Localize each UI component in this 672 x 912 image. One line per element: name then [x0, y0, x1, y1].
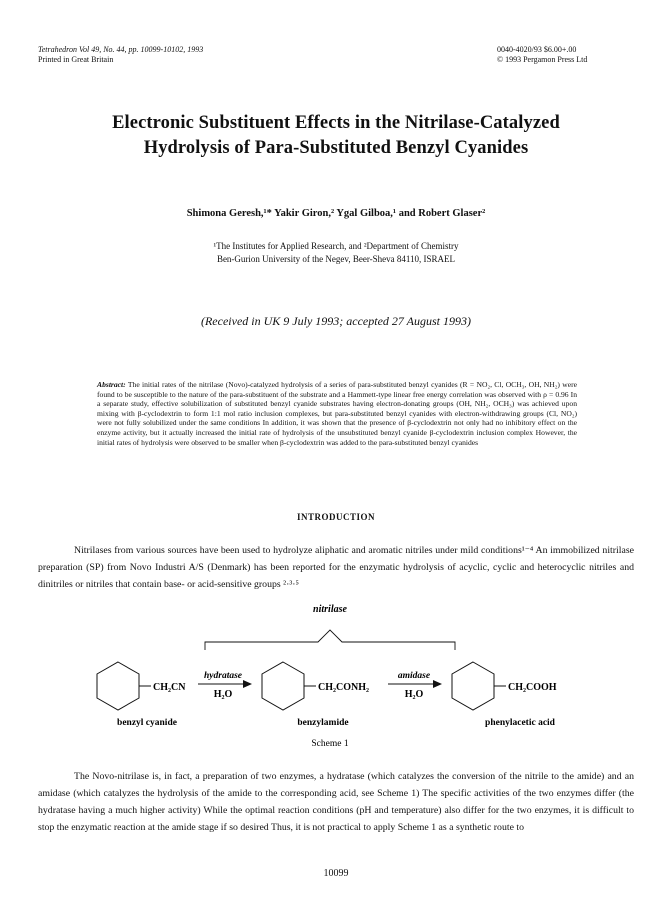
abstract	[97, 380, 577, 447]
section-heading: INTRODUCTION	[296, 512, 375, 522]
journal-citation: Tetrahedron Vol 49, No. 44, pp. 10099-10102, 1993	[38, 45, 204, 54]
group-ch2cooh: CH₂COOH	[508, 682, 557, 693]
group-ch2cn: CH₂CN	[153, 682, 186, 693]
name-phenylacetic-acid: phenylacetic acid	[485, 718, 555, 728]
name-benzylamide: benzylamide	[297, 718, 349, 728]
group-ch2conh2: CH₂CONH₂	[318, 682, 369, 693]
scheme-caption: Scheme 1	[311, 739, 349, 749]
intro-paragraph-1: Nitrilases from various sources have been used to hydrolyze aliphatic and aromatic nitriles under mild conditions¹⁻⁴ An immobilized nitrilase preparation (SP) from Novo Industri A/S (Denmark) has been reported for the enzymatic hydrolysis of acyclic, cyclic and heterocyclic nitriles and dinitriles or nitriles that contain base- or acid-sensitive groups ²·³·⁵	[38, 545, 634, 590]
nitrilase-bracket	[205, 630, 455, 650]
reagent-h2o-1: H₂O	[213, 689, 233, 700]
title-line-1: Electronic Substituent Effects in the Nitrilase-Catalyzed	[112, 113, 560, 133]
intro-paragraph-2: The Novo-nitrilase is, in fact, a preparation of two enzymes, a hydratase (which catalyzes the conversion of the nitrile to the amide) and an amidase (which catalyzes the hydrolysis of the amide to the corresponding acid, see Scheme 1) The specific activities of the two enzymes differ (the hydratase having a much higher activity) While the optimal reaction conditions (pH and temperature) also differ for the two enzymes, it is difficult to stop the enzymatic reaction at the amide stage if so desired Thus, it is not practical to apply Scheme 1 as a synthetic route to	[38, 771, 634, 833]
page-number: 10099	[323, 868, 349, 879]
arrowhead-1	[243, 680, 252, 688]
benzene-ring-2	[262, 662, 304, 710]
abstract-text: The initial rates of the nitrilase (Novo)-catalyzed hydrolysis of a series of para-substituted benzyl cyanides (R = NO₂, Cl, OCH₃, OH, NH₂) were found to be susceptible to the nature of the para-substituent of the substrate and a Hammett-type linear free energy correlation was observed with ρ = 0.96 In a separate study, effective solubilization of substituted benzyl cyanide substrates having electron-donating groups (OH, NH₂, OCH₃) was achieved upon mixing with β-cyclodextrin to form 1:1 mol ratio inclusion complexes, but para-substituted benzyl cyanides with electron-withdrawing groups (Cl, NO₂) were not fully solubilized under the same conditions In addition, it was shown that the presence of β-cyclodextrin not only had no inhibitory effect on the enzyme activity, but it actually increased the initial rate of hydrolysis of the unsubstituted benzyl cyanide β-cyclodextrin inclusion complex However, the initial rates of hydrolysis were observed to be smaller when β-cyclodextrin was added to the para-substituted benzyl cyanides	[97, 380, 577, 447]
copyright-line: © 1993 Pergamon Press Ltd	[497, 55, 588, 64]
name-benzyl-cyanide: benzyl cyanide	[117, 718, 177, 728]
affiliations	[40, 240, 632, 266]
benzene-ring-1	[97, 662, 139, 710]
author-list: Shimona Geresh,¹* Yakir Giron,² Ygal Gilboa,¹ and Robert Glaser²	[186, 208, 486, 219]
benzene-ring-3	[452, 662, 494, 710]
printed-line: Printed in Great Britain	[38, 55, 114, 64]
affiliation-line-1: ¹The Institutes for Applied Research, and ²Department of Chemistry	[213, 241, 459, 251]
journal-header-right	[497, 45, 587, 65]
received-dates: (Received in UK 9 July 1993; accepted 27 August 1993)	[200, 314, 472, 328]
hydratase-label: hydratase	[204, 671, 242, 681]
affiliation-line-2: Ben-Gurion University of the Negev, Beer-Sheva 84110, ISRAEL	[216, 254, 456, 264]
arrowhead-2	[433, 680, 442, 688]
paper-title	[40, 111, 632, 161]
issn-line: 0040-4020/93 $6.00+.00	[497, 45, 577, 54]
amidase-label: amidase	[397, 671, 431, 681]
reagent-h2o-2: H₂O	[404, 689, 424, 700]
abstract-label: Abstract:	[97, 380, 126, 389]
journal-header-left	[38, 45, 203, 65]
title-line-2: Hydrolysis of Para-Substituted Benzyl Cyanides	[143, 138, 529, 158]
scheme-1-figure	[0, 600, 672, 760]
nitrilase-label: nitrilase	[313, 604, 347, 615]
